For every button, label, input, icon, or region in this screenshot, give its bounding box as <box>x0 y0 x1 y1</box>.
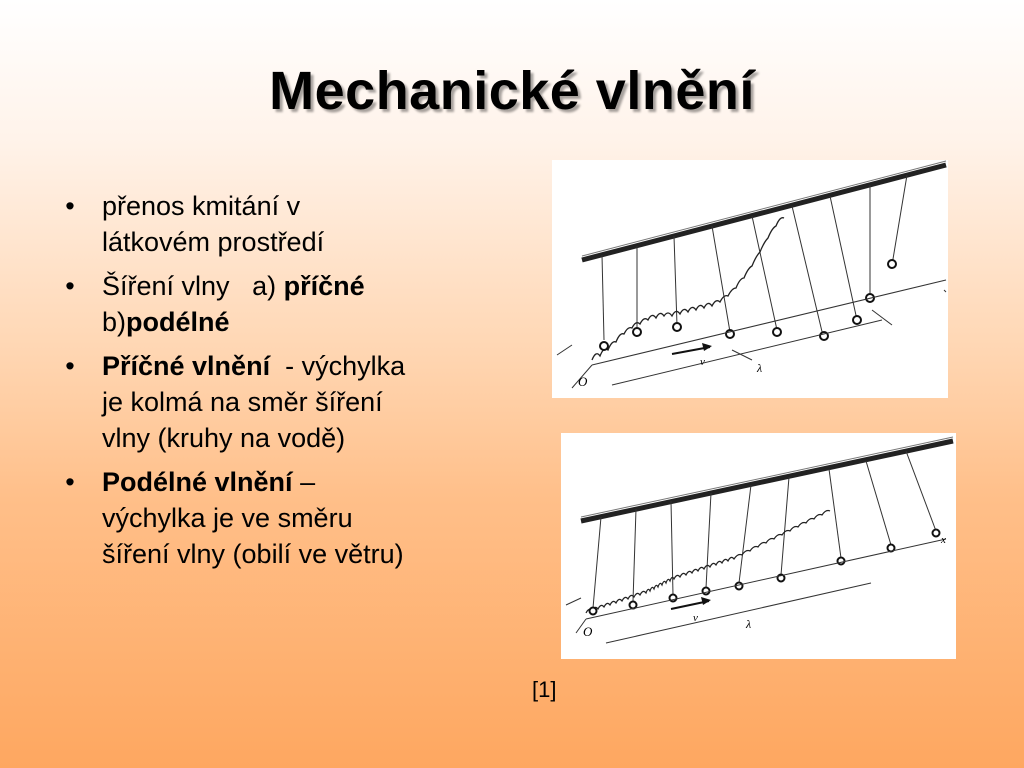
bullet-text: šíření vlny (obilí ve větru) <box>102 539 404 569</box>
bullet-bold-text: příčné <box>283 271 365 301</box>
longitudinal-wave-diagram <box>561 433 956 659</box>
longitudinal-wave-figure <box>561 433 956 659</box>
bullet-bold-text: Příčné vlnění <box>102 351 271 381</box>
bullet-text: a) <box>252 271 277 301</box>
bullet-text: přenos kmitání v <box>102 191 301 221</box>
slide-title: Mechanické vlnění <box>269 61 755 121</box>
bullet-text: je kolmá na směr šíření <box>102 387 383 417</box>
bullet-text: Šíření vlny <box>102 271 230 301</box>
bullet-dot: • <box>65 271 75 301</box>
bullet-bold-text: podélné <box>126 307 230 337</box>
bullet-text: látkovém prostředí <box>102 227 325 257</box>
transverse-wave-figure <box>552 160 948 398</box>
bullet-dot: • <box>65 467 75 497</box>
pendulum-strings <box>593 451 936 608</box>
bullet-dot: • <box>65 191 75 221</box>
origin-label: O <box>578 374 588 389</box>
bullet-item <box>60 268 500 340</box>
bullet-item <box>60 348 500 456</box>
bullet-bold-text: Podélné vlnění <box>102 467 293 497</box>
pendulum-strings <box>602 175 907 340</box>
spring-chain <box>592 218 784 360</box>
bullet-text: výchylka je ve směru <box>102 503 353 533</box>
reference-marker: [1] <box>532 677 557 702</box>
bullet-text: – <box>300 467 316 497</box>
origin-label: O <box>583 624 593 639</box>
wavelength-label: λ <box>746 617 752 631</box>
bullet-text: vlny (kruhy na vodě) <box>102 423 346 453</box>
support-rod <box>581 441 953 521</box>
x-axis-label: x <box>941 534 946 546</box>
wavelength-label: λ <box>757 361 763 375</box>
bullet-text: - výchylka <box>285 351 406 381</box>
bullet-text: b) <box>102 307 127 337</box>
spring-chain <box>586 511 830 614</box>
bullet-item <box>60 464 500 572</box>
baseline-guides <box>566 539 946 643</box>
bullet-dot: • <box>65 351 75 381</box>
baseline-guides <box>557 280 946 388</box>
bullet-list <box>60 188 500 580</box>
transverse-wave-diagram <box>552 160 948 398</box>
bullet-item <box>60 188 500 260</box>
velocity-label: v <box>693 612 698 624</box>
pendulum-bobs <box>600 260 896 350</box>
velocity-label: v <box>700 356 705 368</box>
support-rod <box>582 165 946 260</box>
